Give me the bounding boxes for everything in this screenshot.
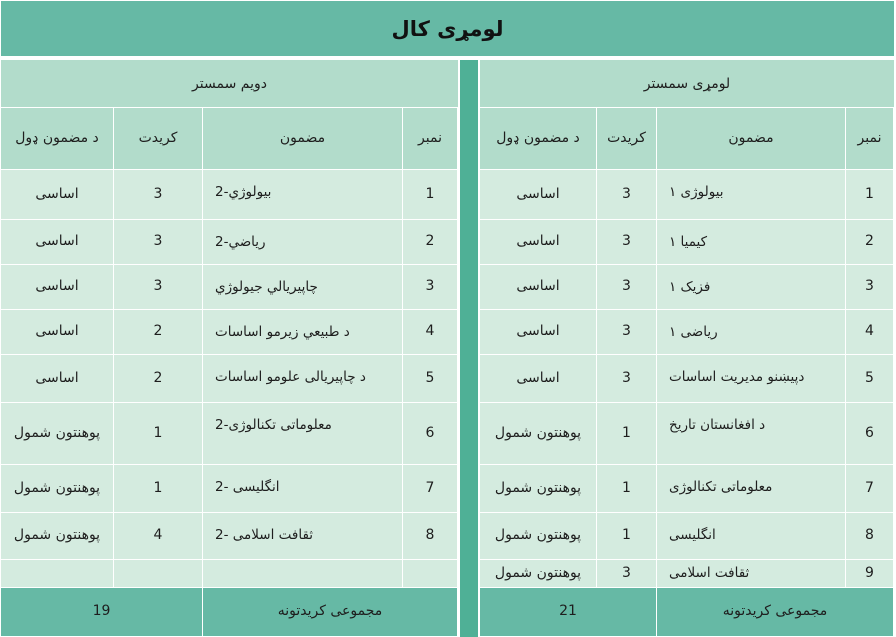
column-header-subject: مضمون bbox=[203, 108, 403, 170]
table-cell-subject: انگلیسی bbox=[657, 513, 846, 560]
table-cell-credit: 3 bbox=[597, 310, 657, 355]
table-cell-subject: ریاضی ۱ bbox=[657, 310, 846, 355]
total-credits-value: 19 bbox=[1, 588, 203, 637]
table-cell-type: پوهنتون شمول bbox=[1, 465, 114, 513]
table-cell-type: اساسی bbox=[1, 170, 114, 220]
page-title: لومړی کال bbox=[1, 1, 894, 56]
table-cell-type: اساسی bbox=[480, 170, 597, 220]
table-cell-credit: 4 bbox=[114, 513, 203, 560]
table-cell-credit: 2 bbox=[114, 310, 203, 355]
table-cell-num: 5 bbox=[846, 355, 894, 403]
table-cell-credit: 1 bbox=[597, 465, 657, 513]
table-cell-num: 1 bbox=[846, 170, 894, 220]
table-cell-type: پوهنتون شمول bbox=[480, 403, 597, 465]
table-cell-num: 9 bbox=[846, 560, 894, 588]
table-cell-credit: 3 bbox=[597, 355, 657, 403]
table-cell-num: 7 bbox=[403, 465, 458, 513]
table-cell-num: 3 bbox=[846, 265, 894, 310]
table-cell-subject: معلوماتی تکنالوژی bbox=[657, 465, 846, 513]
table-cell-subject: معلوماتی تکنالوژی-2 bbox=[203, 403, 403, 465]
empty-cell bbox=[203, 560, 403, 588]
table-cell-num: 8 bbox=[403, 513, 458, 560]
total-credits-label: مجموعی کریدتونه bbox=[203, 588, 458, 637]
table-cell-type: پوهنتون شمول bbox=[480, 465, 597, 513]
table-cell-type: اساسی bbox=[1, 310, 114, 355]
table-cell-subject: انگلیسی -2 bbox=[203, 465, 403, 513]
total-credits-value: 21 bbox=[480, 588, 657, 637]
column-header-credit: کریدت bbox=[114, 108, 203, 170]
table-cell-num: 6 bbox=[403, 403, 458, 465]
table-cell-credit: 1 bbox=[114, 403, 203, 465]
column-header-num: نمبر bbox=[846, 108, 894, 170]
table-cell-subject: ثقافت اسلامی -2 bbox=[203, 513, 403, 560]
table-cell-type: پوهنتون شمول bbox=[480, 560, 597, 588]
table-cell-subject: فزیک ۱ bbox=[657, 265, 846, 310]
table-cell-credit: 3 bbox=[597, 560, 657, 588]
table-cell-subject: ثقافت اسلامی bbox=[657, 560, 846, 588]
column-divider bbox=[460, 60, 478, 637]
column-header-subject: مضمون bbox=[657, 108, 846, 170]
second-semester-table bbox=[1, 60, 458, 637]
column-header-num: نمبر bbox=[403, 108, 458, 170]
table-cell-num: 5 bbox=[403, 355, 458, 403]
table-cell-subject: بیولوژی ۱ bbox=[657, 170, 846, 220]
table-cell-type: اساسی bbox=[1, 355, 114, 403]
table-cell-credit: 1 bbox=[597, 403, 657, 465]
table-cell-credit: 3 bbox=[597, 170, 657, 220]
table-cell-subject: د طبیعي زیرمو اساسات bbox=[203, 310, 403, 355]
table-cell-type: اساسی bbox=[480, 265, 597, 310]
table-cell-subject: چاپيريالي جيولوژي bbox=[203, 265, 403, 310]
table-cell-type: پوهنتون شمول bbox=[1, 403, 114, 465]
table-cell-type: پوهنتون شمول bbox=[480, 513, 597, 560]
table-cell-subject: رياضي-2 bbox=[203, 220, 403, 265]
table-cell-credit: 1 bbox=[114, 465, 203, 513]
table-cell-type: اساسی bbox=[480, 310, 597, 355]
table-cell-num: 3 bbox=[403, 265, 458, 310]
table-cell-num: 2 bbox=[846, 220, 894, 265]
table-cell-num: 2 bbox=[403, 220, 458, 265]
column-header-type: د مضمون ډول bbox=[1, 108, 114, 170]
table-cell-credit: 3 bbox=[114, 220, 203, 265]
empty-cell bbox=[403, 560, 458, 588]
table-cell-subject: کیمیا ۱ bbox=[657, 220, 846, 265]
table-cell-credit: 3 bbox=[597, 220, 657, 265]
column-header-credit: کریدت bbox=[597, 108, 657, 170]
semester-title: دویم سمستر bbox=[1, 60, 458, 108]
table-cell-num: 4 bbox=[846, 310, 894, 355]
table-cell-type: اساسی bbox=[1, 265, 114, 310]
first-semester-table bbox=[480, 60, 894, 637]
table-cell-num: 6 bbox=[846, 403, 894, 465]
table-cell-type: اساسی bbox=[480, 220, 597, 265]
table-cell-subject: د افغانستان تاریخ bbox=[657, 403, 846, 465]
semester-title: لومړی سمستر bbox=[480, 60, 894, 108]
table-cell-subject: د چاپيريالی علومو اساسات bbox=[203, 355, 403, 403]
column-header-type: د مضمون ډول bbox=[480, 108, 597, 170]
table-cell-credit: 3 bbox=[114, 265, 203, 310]
table-cell-credit: 3 bbox=[597, 265, 657, 310]
table-cell-subject: بیولوژي-2 bbox=[203, 170, 403, 220]
table-cell-num: 1 bbox=[403, 170, 458, 220]
table-cell-subject: دپیښنو مدیریت اساسات bbox=[657, 355, 846, 403]
table-cell-credit: 1 bbox=[597, 513, 657, 560]
table-cell-num: 7 bbox=[846, 465, 894, 513]
table-cell-type: اساسی bbox=[480, 355, 597, 403]
table-cell-type: پوهنتون شمول bbox=[1, 513, 114, 560]
table-cell-credit: 3 bbox=[114, 170, 203, 220]
table-cell-num: 8 bbox=[846, 513, 894, 560]
total-credits-label: مجموعی کریدتونه bbox=[657, 588, 894, 637]
empty-cell bbox=[114, 560, 203, 588]
table-cell-type: اساسی bbox=[1, 220, 114, 265]
table-cell-credit: 2 bbox=[114, 355, 203, 403]
empty-cell bbox=[1, 560, 114, 588]
table-cell-num: 4 bbox=[403, 310, 458, 355]
